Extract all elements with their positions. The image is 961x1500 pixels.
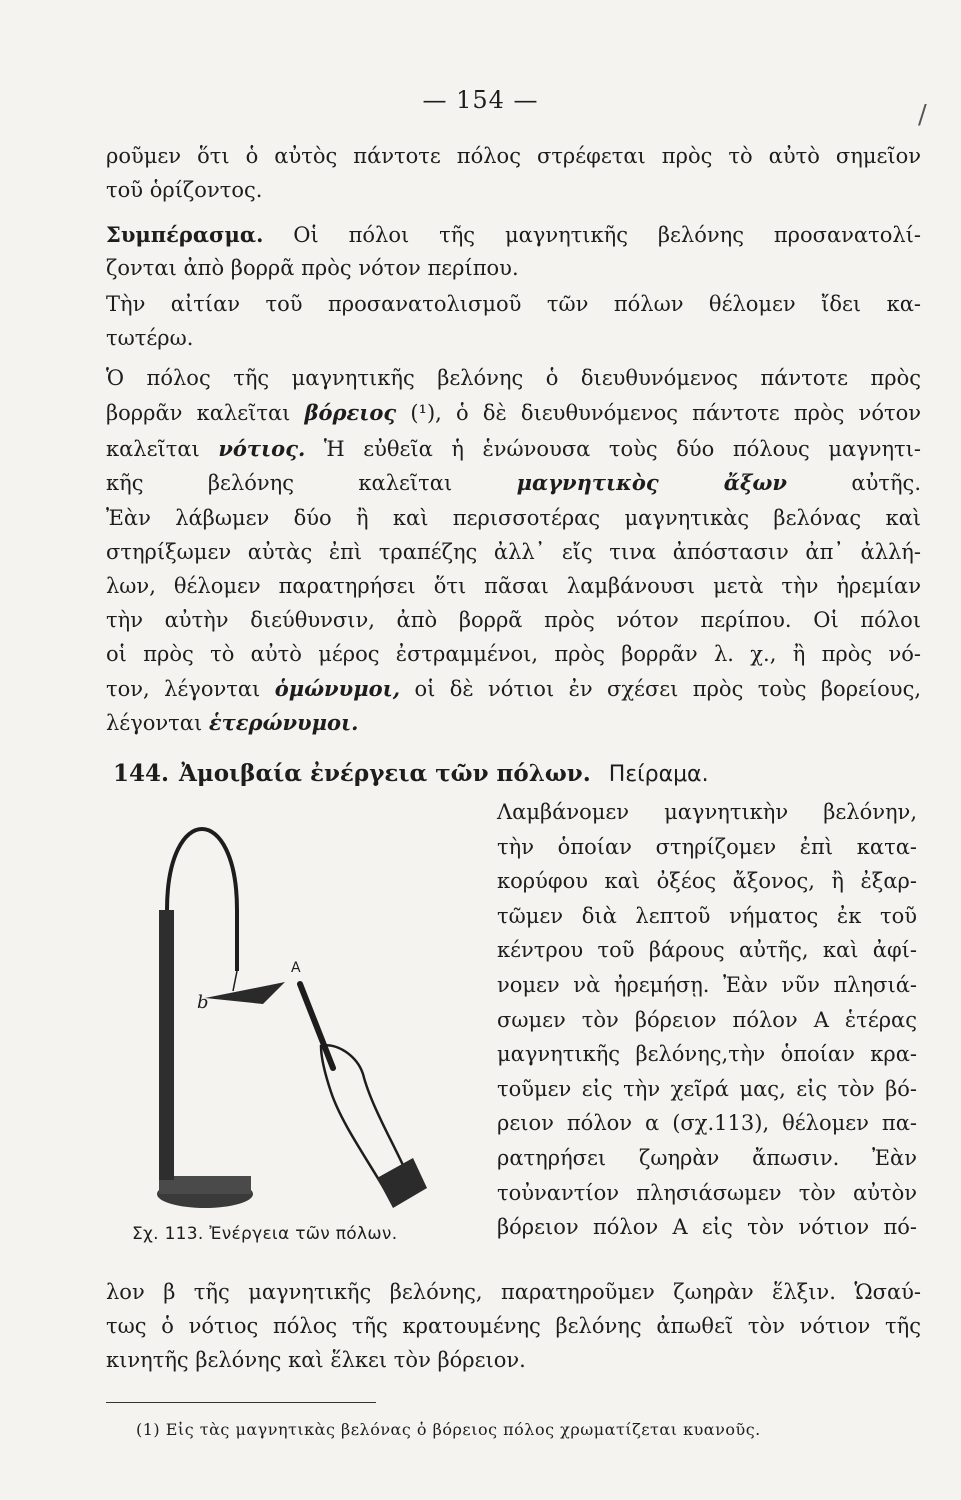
text-line: οἱ πρὸς τὸ αὐτὸ μέρος ἐστραμμένοι, πρὸς βορρᾶν λ. χ., ἢ πρὸς νό- bbox=[106, 642, 921, 666]
text-line: Τὴν αἰτίαν τοῦ προσανατολισμοῦ τῶν πόλων θέλομεν ἴδει κα- bbox=[106, 292, 921, 316]
stand-rod bbox=[159, 910, 174, 1180]
stand-arm bbox=[167, 829, 237, 971]
figure-caption: Σχ. 113. Ἐνέργεια τῶν πόλων. bbox=[132, 1224, 398, 1244]
footnote-rule bbox=[106, 1402, 376, 1403]
text-line: κινητῆς βελόνης καὶ ἕλκει τὸν βόρειον. bbox=[106, 1348, 526, 1372]
column-line: νομεν νὰ ἠρεμήσῃ. Ἐὰν νῦν πλησιά- bbox=[497, 973, 917, 997]
text-line: τον, λέγονται ὁμώνυμοι, οἱ δὲ νότιοι ἐν σχέσει πρὸς τοὺς βορείους, bbox=[106, 676, 922, 701]
text-line: βορρᾶν καλεῖται βόρειος (¹), ὁ δὲ διευθυνόμενος πάντοτε πρὸς νότον bbox=[106, 400, 921, 425]
text-line: τὴν αὐτὴν διεύθυνσιν, ἀπὸ βορρᾶ πρὸς νότον περίπου. Οἱ πόλοι bbox=[106, 608, 921, 632]
text-line: στηρίξωμεν αὐτὰς ἐπὶ τραπέζης ἀλλ᾿ εἴς τινα ἀπόστασιν ἀπ᾿ ἀλλή- bbox=[106, 540, 921, 564]
column-line: σωμεν τὸν βόρειον πόλον Α ἑτέρας bbox=[497, 1007, 917, 1032]
page-number: — 154 — bbox=[422, 86, 539, 114]
bold-term: Συμπέρασμα. bbox=[106, 222, 264, 247]
column-line: τὴν ὁποίαν στηρίζομεν ἐπὶ κατα- bbox=[497, 834, 917, 859]
column-line: κέντρου τοῦ βάρους αὐτῆς, καὶ ἀφί- bbox=[497, 938, 917, 963]
emphasized-term: βόρειος bbox=[304, 400, 397, 425]
text-line: Ἐὰν λάβωμεν δύο ἢ καὶ περισσοτέρας μαγνητικὰς βελόνας καὶ bbox=[106, 506, 921, 530]
section-heading bbox=[113, 760, 913, 787]
column-line: τοὐναντίον πλησιάσωμεν τὸν αὐτὸν bbox=[497, 1180, 917, 1205]
column-line: ρατηρήσει ζωηρὰν ἄπωσιν. Ἐὰν bbox=[497, 1146, 917, 1170]
column-line: μαγνητικῆς βελόνης,τὴν ὁποίαν κρα- bbox=[497, 1042, 917, 1067]
text-line: τωτέρω. bbox=[106, 326, 194, 350]
sleeve-cuff bbox=[377, 1158, 427, 1208]
text-line: Συμπέρασμα. Οἱ πόλοι τῆς μαγνητικῆς βελόνης προσανατολί- bbox=[106, 222, 921, 247]
text-line: καλεῖται νότιος. Ἡ εὐθεῖα ἡ ἑνώνουσα τοὺς δύο πόλους μαγνητι- bbox=[106, 436, 921, 461]
held-needle bbox=[300, 984, 333, 1068]
pole-label-a: A bbox=[291, 960, 301, 976]
emphasized-term: ὁμώνυμοι, bbox=[274, 676, 401, 701]
pole-label-b: b bbox=[197, 992, 209, 1013]
column-line: Λαμβάνομεν μαγνητικὴν βελόνην, bbox=[497, 800, 917, 824]
text-line: λων, θέλομεν παρατηρήσει ὅτι πᾶσαι λαμβάνουσι μετὰ τὴν ἠρεμίαν bbox=[106, 574, 921, 598]
text-line: Ὁ πόλος τῆς μαγνητικῆς βελόνης ὁ διευθυνόμενος πάντοτε πρὸς bbox=[106, 366, 921, 390]
text-line: τοῦ ὁρίζοντος. bbox=[106, 178, 263, 202]
section-number: 144. bbox=[113, 760, 170, 787]
text-line: λέγονται ἑτερώνυμοι. bbox=[106, 710, 359, 735]
text-line: τως ὁ νότιος πόλος τῆς κρατουμένης βελόνης ἀπωθεῖ τὸν νότιον τῆς bbox=[106, 1314, 921, 1338]
text-line: ζονται ἀπὸ βορρᾶ πρὸς νότον περίπου. bbox=[106, 256, 519, 280]
footnote: (1) Εἰς τὰς μαγνητικὰς βελόνας ὁ βόρειος πόλος χρωματίζεται κυανοῦς. bbox=[136, 1420, 761, 1439]
emphasized-term: μαγνητικὸς ἄξων bbox=[516, 470, 787, 495]
suspension-thread bbox=[233, 971, 237, 991]
column-line: ρειον πόλον α (σχ.113), θέλομεν πα- bbox=[497, 1111, 917, 1136]
text-line: ροῦμεν ὅτι ὁ αὐτὸς πάντοτε πόλος στρέφεται πρὸς τὸ αὐτὸ σημεῖον bbox=[106, 144, 921, 168]
column-line: τῶμεν διὰ λεπτοῦ νήματος ἐκ τοῦ bbox=[497, 903, 917, 928]
margin-mark: / bbox=[918, 100, 927, 130]
column-line: βόρειον πόλον Α εἰς τὸν νότιον πό- bbox=[497, 1215, 917, 1240]
section-title: Ἀμοιβαία ἐνέργεια τῶν πόλων. bbox=[179, 760, 591, 787]
column-line: τοῦμεν εἰς τὴν χεῖρά μας, εἰς τὸν βό- bbox=[497, 1076, 917, 1101]
column-line: κορύφου καὶ ὀξέος ἄξονος, ἢ ἐξαρ- bbox=[497, 869, 917, 894]
experiment-label: Πείραμα. bbox=[608, 762, 709, 787]
text-line: κῆς βελόνης καλεῖται μαγνητικὸς ἄξων αὐτῆς. bbox=[106, 470, 921, 495]
emphasized-term: νότιος. bbox=[218, 436, 306, 461]
figure-magnetic-needles bbox=[145, 806, 465, 1226]
text-line: λον β τῆς μαγνητικῆς βελόνης, παρατηροῦμεν ζωηρὰν ἕλξιν. Ὡσαύ- bbox=[106, 1280, 921, 1304]
suspended-needle bbox=[205, 982, 285, 1004]
emphasized-term: ἑτερώνυμοι. bbox=[208, 710, 359, 735]
